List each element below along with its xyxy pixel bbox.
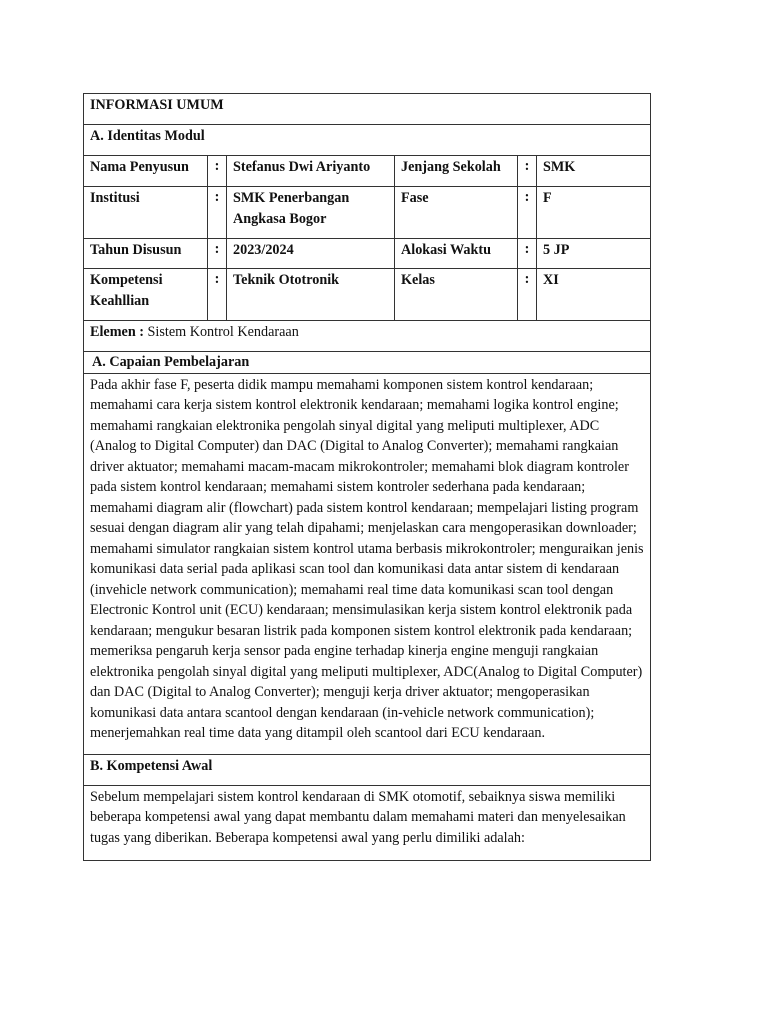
elemen-value: Sistem Kontrol Kendaraan: [143, 324, 299, 340]
colon: :: [208, 239, 227, 269]
module-info-table: [83, 93, 651, 861]
colon: :: [518, 187, 537, 239]
colon: :: [208, 156, 227, 187]
label-tahun-disusun: Tahun Disusun: [84, 239, 208, 269]
label-fase: Fase: [395, 187, 518, 239]
identity-row-tahun: [84, 239, 651, 269]
elemen-label: Elemen :: [90, 324, 144, 340]
value-kelas: XI: [537, 269, 651, 321]
label-kelas: Kelas: [395, 269, 518, 321]
kompetensi-awal-paragraph: Sebelum mempelajari sistem kontrol kendaraan di SMK otomotif, sebaiknya siswa memiliki beberapa kompetensi awal yang dapat membantu dalam memahami materi dan menyelesaikan tugas yang diberikan. Beberapa kompetensi awal yang perlu dimiliki adalah:: [84, 785, 651, 861]
capaian-paragraph: Pada akhir fase F, peserta didik mampu memahami komponen sistem kontrol kendaraan; memahami cara kerja sistem kontrol elektronik kendaraan; memahami logika kontrol engine; memahami rangkaian elektronika pengolah sinyal digital yang meliputi multiplexer, ADC (Analog to Digital Computer) dan DAC (Digital to Analog Converter); memahami rangkaian driver aktuator; memahami macam-macam mikrokontroler; memahami blok diagram kontroler pada sistem kontrol kendaraan; memahami sistem kontroler sederhana pada kendaraan; memahami diagram alir (flowchart) pada sistem kontrol kendaraan; mempelajari listing program sesuai dengan diagram alir yang telah dipahami; menjelaskan cara mengoperasikan downloader; memahami simulator rangkaian sistem kontrol utama berbasis mikrokontroler; menguraikan jenis komunikasi data serial pada aplikasi scan tool dan komunikasi data antar sistem di kendaraan (invehicle network communication); memahami real time data komunikasi scan tool dengan Electronic Kontrol unit (ECU) kendaraan; mensimulasikan kerja sistem kontrol elektronik pada kendaraan; mengukur besaran listrik pada komponen sistem kontrol elektronik pada kendaraan; memeriksa pengaruh kerja sensor pada engine terhadap kinerja engine menguji rangkaian elektronika pengolah sinyal digital yang meliputi multiplexer, ADC(Analog to Digital Computer) dan DAC (Digital to Analog Converter); menguji kerja driver aktuator; mengoperasikan komunikasi data antara scantool dengan kendaraan (in-vehicle network communication); menerjemahkan real time data yang ditampil oleh scantool dari ECU kendaraan.: [84, 373, 651, 754]
identity-row-kompetensi: [84, 269, 651, 321]
value-institusi: SMK Penerbangan Angkasa Bogor: [227, 187, 395, 239]
value-fase: F: [537, 187, 651, 239]
kompetensi-awal-heading: B. Kompetensi Awal: [84, 754, 651, 785]
label-institusi: Institusi: [84, 187, 208, 239]
label-kompetensi-keahlian: Kompetensi Keahllian: [84, 269, 208, 321]
elemen-row: [84, 321, 651, 352]
colon: :: [518, 269, 537, 321]
section-title-identitas-modul: A. Identitas Modul: [84, 125, 651, 156]
value-jenjang-sekolah: SMK: [537, 156, 651, 187]
value-nama-penyusun: Stefanus Dwi Ariyanto: [227, 156, 395, 187]
colon: :: [518, 239, 537, 269]
value-kompetensi-keahlian: Teknik Ototronik: [227, 269, 395, 321]
label-alokasi-waktu: Alokasi Waktu: [395, 239, 518, 269]
label-jenjang-sekolah: Jenjang Sekolah: [395, 156, 518, 187]
section-title-informasi-umum: INFORMASI UMUM: [84, 94, 651, 125]
colon: :: [208, 187, 227, 239]
colon: :: [518, 156, 537, 187]
label-nama-penyusun: Nama Penyusun: [84, 156, 208, 187]
capaian-heading: A. Capaian Pembelajaran: [84, 352, 651, 374]
identity-row-penyusun: [84, 156, 651, 187]
value-alokasi-waktu: 5 JP: [537, 239, 651, 269]
identity-row-institusi: [84, 187, 651, 239]
value-tahun-disusun: 2023/2024: [227, 239, 395, 269]
colon: :: [208, 269, 227, 321]
